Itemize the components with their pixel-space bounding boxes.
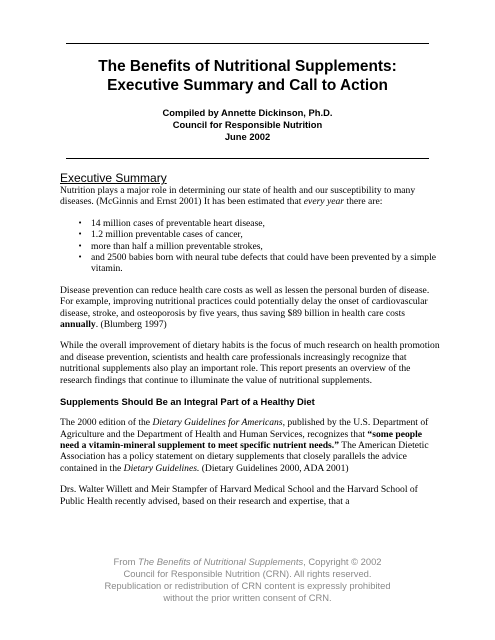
text-run: Disease prevention can reduce health care costs as well as lessen the personal burden of disease. For example, improving nutritional practices could potentially delay the onset of cardiovascular disease, stroke, and osteoporosis by five years, thus saving $89 billion in health care costs: [60, 284, 430, 319]
text-run: , published by the U.S. Department of Agriculture and the Department of Health and Human Services, recognizes that: [60, 417, 429, 440]
title-line-2: Executive Summary and Call to Action: [107, 77, 388, 94]
text-run: The American Dietetic Association has a policy statement on dietary supplements that closely parallels the advice contained in the: [60, 439, 429, 474]
bottom-rule: [66, 158, 429, 159]
title-line-1: The Benefits of Nutritional Supplements:: [98, 58, 397, 75]
text-run: (Dietary Guidelines 2000, ADA 2001): [199, 462, 349, 474]
text-run: , Copyright © 2002: [303, 556, 382, 567]
footer-line-2: Council for Responsible Nutrition (CRN). All rights reserved.: [123, 568, 372, 579]
emphasis-text: Dietary Guidelines.: [123, 462, 200, 474]
text-run: there are:: [344, 196, 383, 208]
bullet-icon: •: [78, 230, 83, 239]
footer-line-1: [60, 556, 435, 568]
list-item-text: more than half a million preventable strokes,: [91, 240, 263, 252]
preventable-disease-list: [60, 218, 440, 275]
text-run: From: [113, 556, 138, 567]
text-run: Nutrition plays a major role in determining our state of health and our susceptibility to many diseases. (McGinnis and Ernst 2001) It has been estimated that: [60, 185, 416, 208]
document-title: [60, 57, 435, 95]
list-item: [78, 229, 440, 241]
emphasis-text: The Benefits of Nutritional Supplements: [137, 556, 304, 567]
list-item-text: and 2500 babies born with neural tube defects that could have been prevented by a simple vitamin.: [91, 252, 436, 275]
organization: Council for Responsible Nutrition: [172, 119, 323, 130]
emphasis-text: every year: [303, 196, 345, 208]
copyright-footer: [60, 556, 435, 604]
executive-summary-heading: Executive Summary: [60, 171, 167, 185]
publication-date: June 2002: [224, 131, 271, 142]
list-item: [78, 252, 440, 275]
compiled-by: Compiled by Annette Dickinson, Ph.D.: [162, 107, 333, 118]
document-body: [60, 171, 440, 517]
supplements-paragraph-1: [60, 417, 440, 474]
list-item-text: 1.2 million preventable cases of cancer,: [91, 229, 243, 241]
executive-summary-paragraph-3: While the overall improvement of dietary habits is the focus of much research on health promotion and disease prevention, scientists and health care professionals increasingly recognize that nutritional supplements also play an important role. This report presents an overview of the research findings that continue to illuminate the value of nutritional supplements.: [60, 340, 440, 386]
top-rule: [66, 43, 429, 44]
bullet-icon: •: [78, 218, 83, 227]
bold-text: “some people need a vitamin-mineral supplement to meet specific nutrient needs.”: [60, 428, 423, 451]
executive-summary-paragraph-1: [60, 185, 440, 208]
credits-block: [60, 107, 435, 143]
bullet-icon: •: [78, 253, 83, 262]
supplements-section-heading: Supplements Should Be an Integral Part of a Healthy Diet: [60, 396, 315, 408]
list-item: [78, 217, 440, 229]
text-run: . (Blumberg 1997): [95, 319, 167, 331]
bold-text: annually: [60, 319, 96, 331]
emphasis-text: Dietary Guidelines for Americans: [152, 417, 283, 429]
executive-summary-paragraph-2: [60, 285, 440, 331]
footer-line-3: Republication or redistribution of CRN content is expressly prohibited: [104, 580, 391, 591]
list-item: [78, 240, 440, 252]
footer-line-4: without the prior written consent of CRN.: [163, 592, 332, 603]
supplements-paragraph-2: Drs. Walter Willett and Meir Stampfer of Harvard Medical School and the Harvard School of Public Health recently advised, based on their research and expertise, that a: [60, 484, 418, 507]
bullet-icon: •: [78, 241, 83, 250]
text-run: The 2000 edition of the: [60, 417, 153, 429]
list-item-text: 14 million cases of preventable heart disease,: [91, 217, 265, 229]
